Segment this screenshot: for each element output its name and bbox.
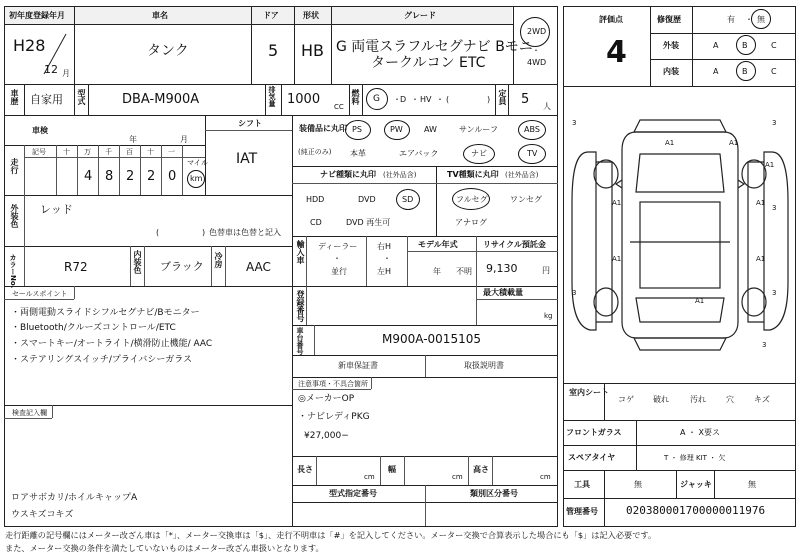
equip-navi: ナビ (471, 149, 487, 158)
first-reg-era: H28 (13, 36, 46, 55)
notes-label: 注意事項・不具合箇所 (298, 380, 368, 388)
mileage-h-mile: マイル (187, 159, 208, 167)
displacement-value: 1000 (287, 92, 321, 107)
rule (251, 6, 252, 84)
fuel-d: D (400, 95, 407, 104)
interior-color-value: ブラック (160, 260, 204, 273)
rule (24, 195, 25, 246)
rule (292, 456, 558, 457)
sales-point: ・Bluetooth/クルーズコントロール/ETC (11, 323, 176, 333)
model-name-label: 車名 (152, 11, 168, 20)
sales-point: ・スマートキー/オートライト/横滑防止機能/ AAC (11, 339, 213, 349)
equip-leather: 本革 (350, 149, 366, 158)
body-color-value: レッド (40, 203, 73, 216)
capacity-value: 5 (521, 92, 530, 107)
rule (492, 456, 493, 485)
fuel-paren-open: ( (446, 95, 450, 104)
drive-2wd: 2WD (527, 27, 547, 36)
registration-label: 登録番号 (296, 290, 305, 322)
interior-c: C (771, 67, 777, 76)
rule (476, 299, 558, 300)
rule (205, 115, 206, 195)
rule (508, 84, 509, 115)
car-damage-diagram (566, 92, 794, 374)
rule (292, 325, 558, 326)
equip-ps: PS (352, 125, 362, 134)
rule (88, 84, 89, 115)
chassis-label: 車台番号 (296, 327, 304, 355)
rule (130, 246, 131, 286)
footer-line1: 走行距離の記号欄にはメーター改ざん車は「*」、メーター交換車は「$」、走行不明車は「#」を記入してください。メーター交換で合算表示した場合にも「$」は記入必要です。 (5, 530, 657, 540)
mileage-h-hyaku: 百 (126, 148, 133, 156)
exterior-a: A (713, 41, 719, 50)
rule (24, 246, 25, 286)
rule (314, 325, 315, 355)
sales-point: ・ステアリングスイッチ/プライバシーガラス (11, 355, 192, 365)
inspector-notes-label: 検査記入欄 (12, 409, 47, 417)
diagram-mark: A1 (612, 255, 622, 263)
rule (182, 145, 183, 195)
rule (74, 84, 75, 115)
front-glass-label: フロントガラス (566, 428, 622, 437)
navi-cd: CD (310, 218, 322, 227)
rule (292, 166, 558, 167)
interior-a: A (713, 67, 719, 76)
fuel-paren-close: ) (487, 95, 491, 104)
mileage-h-symbol: 記号 (32, 148, 46, 156)
import-right-h: 右H (377, 242, 392, 251)
rule (563, 420, 796, 421)
equipment-sub: (純正のみ) (298, 148, 332, 156)
interior-color-label: 内装色 (133, 250, 142, 274)
sales-points-label: セールスポイント (12, 290, 68, 298)
body-color-label: 外装色 (10, 204, 19, 228)
equipment-label: 装備品に丸印 (299, 124, 347, 133)
model-name-value: タンク (147, 43, 189, 59)
type-designation-label: 型式指定番号 (329, 489, 377, 498)
mileage-digit: 2 (147, 169, 156, 184)
fuel-label: 燃料 (351, 89, 360, 105)
rule (292, 236, 558, 237)
height-unit: cm (540, 473, 551, 481)
diagram-mark: 3 (762, 341, 767, 349)
type-label: 型式 (77, 89, 86, 105)
mileage-digit: 0 (168, 169, 177, 184)
drive-dot: ・ (532, 46, 540, 55)
width-label: 幅 (388, 465, 396, 474)
spare-tire-label: スペアタイヤ (568, 453, 616, 462)
inspector-note: ウスキズコキズ (11, 510, 74, 520)
rule (281, 84, 282, 115)
mileage-digit: 8 (105, 169, 114, 184)
equip-pw: PW (390, 125, 403, 134)
diagram-mark: 3 (772, 289, 777, 297)
rule (306, 236, 307, 286)
doors-value: 5 (268, 41, 279, 60)
rule (425, 355, 426, 377)
fuel-hv: HV (420, 95, 432, 104)
rule (563, 445, 796, 446)
first-reg-month: 12 (44, 63, 58, 76)
color-note-open: ( (156, 228, 160, 237)
rule (407, 251, 558, 252)
front-glass-value: A ・ X要ス (680, 428, 721, 437)
rule (119, 145, 120, 195)
spare-tire-value: T ・ 修理 KIT ・ 欠 (664, 454, 726, 462)
ac-value: AAC (246, 260, 271, 274)
rule (4, 286, 292, 287)
fuel-sep: ・ (393, 95, 401, 104)
rule (436, 166, 437, 236)
import-dot2: ・ (383, 254, 391, 263)
rule (650, 6, 651, 86)
interior-b: B (742, 67, 748, 76)
rule (650, 33, 796, 34)
rule (144, 246, 145, 286)
first-reg-label: 初年度登録年月 (9, 11, 65, 20)
diagram-mark: A1 (612, 199, 622, 207)
tv-oneseg: ワンセグ (510, 195, 542, 204)
rule (74, 6, 75, 84)
load-unit: kg (544, 312, 553, 320)
repair-sep: ・ (745, 15, 753, 24)
rule (676, 470, 677, 498)
equip-aw: AW (424, 125, 437, 134)
mileage-h-ten: 十 (63, 148, 70, 156)
capacity-unit: 人 (543, 102, 551, 111)
equip-sunroof: サンルーフ (459, 125, 498, 134)
exterior-label: 外装 (663, 41, 679, 50)
rule (24, 157, 205, 158)
fuel-g: G (373, 94, 380, 104)
rule (24, 84, 25, 115)
displacement-unit: CC (334, 103, 344, 111)
rule (205, 130, 292, 131)
rule (380, 456, 381, 485)
rule (77, 145, 78, 195)
model-year-unit: 年 (433, 267, 441, 276)
navi-dvd: DVD (358, 195, 376, 204)
diagram-mark: A1 (756, 199, 766, 207)
rule (292, 286, 558, 287)
inspection-year-unit: 年 (129, 135, 137, 144)
diagram-mark: A1 (665, 139, 675, 147)
warranty-label: 新車保証書 (338, 361, 378, 370)
color-note-close: ) (202, 228, 206, 237)
usage-label: 車歴 (10, 89, 19, 105)
repair-yes: 有 (727, 15, 735, 24)
mileage-h-ichi: 一 (168, 148, 175, 156)
grade-line2: タークルコン ETC (371, 55, 486, 71)
note-line: ◎メーカーOP (298, 394, 355, 404)
fuel-sep: ・ (411, 95, 419, 104)
navi-type-label: ナビ種類に丸印 (320, 170, 376, 179)
diagram-mark: 3 (572, 119, 577, 127)
import-dealer: ディーラー (318, 242, 358, 251)
width-unit: cm (452, 473, 463, 481)
rule (495, 84, 496, 115)
inspector-note: ロアサボカリ/ホイルキャップA (11, 493, 138, 503)
inspection-label: 車検 (32, 126, 48, 135)
tools-value: 無 (634, 480, 642, 489)
rule (636, 420, 637, 470)
recycle-unit: 円 (542, 266, 550, 275)
rule (225, 246, 226, 286)
navi-hdd: HDD (306, 195, 325, 204)
usage-value: 自家用 (30, 93, 63, 106)
rule (425, 485, 426, 526)
tv-type-label: TV種類に丸印 (447, 170, 499, 179)
rule (98, 145, 99, 195)
diagram-mark: 3 (572, 289, 577, 297)
equip-abs: ABS (524, 125, 540, 134)
rule (563, 498, 796, 499)
rule (371, 377, 372, 389)
rule (4, 405, 292, 406)
tv-analog: アナログ (455, 218, 487, 227)
rule (4, 24, 514, 25)
manual-label: 取扱説明書 (464, 361, 504, 370)
rule (650, 59, 796, 60)
diagram-mark: A1 (729, 139, 739, 147)
tv-fullseg: フルセグ (456, 195, 488, 204)
import-dot: ・ (333, 254, 341, 263)
exterior-c: C (771, 41, 777, 50)
mileage-digit: 2 (126, 169, 135, 184)
score-label: 評価点 (599, 15, 623, 24)
interior-label: 内装 (663, 67, 679, 76)
capacity-label: 定員 (498, 89, 507, 105)
shift-value: IAT (236, 151, 258, 167)
color-no-value: R72 (64, 260, 88, 274)
rule (404, 456, 405, 485)
rule (4, 299, 74, 300)
tv-type-sub: (社外品含) (505, 171, 539, 179)
equip-airbag: エアバック (399, 149, 439, 158)
rule (563, 470, 796, 471)
model-year-label: モデル年式 (418, 240, 458, 249)
import-label: 輸入車 (296, 240, 305, 264)
mileage-unit: km (190, 174, 203, 183)
exterior-b: B (742, 41, 748, 50)
repair-none: 無 (757, 15, 765, 24)
chassis-number: M900A-0015105 (382, 332, 481, 346)
rule (563, 383, 796, 384)
displacement-label: 排気量 (268, 86, 276, 107)
equip-tv: TV (527, 149, 538, 158)
rule (4, 246, 292, 247)
diagram-mark: A1 (695, 297, 705, 305)
mileage-h-sen: 千 (105, 148, 112, 156)
rule (4, 195, 292, 196)
rule (52, 405, 53, 418)
inspection-month-unit: 月 (180, 135, 188, 144)
footer-line2: また、メーター交換の条件を満たしていないものはメーター改ざん車扱いとなります。 (5, 543, 324, 553)
note-line: ¥27,000− (304, 431, 349, 441)
grade-line1: G 両電スラフルセグナビ Bモニ (336, 39, 533, 55)
rule (4, 115, 558, 116)
seat-item: コゲ (618, 395, 634, 404)
recycle-fee: 9,130 (486, 262, 518, 275)
rule (349, 84, 350, 115)
max-load-label: 最大積載量 (483, 288, 523, 297)
control-number-label: 管理番号 (566, 507, 598, 516)
seat-item: 穴 (726, 395, 734, 404)
jack-value: 無 (748, 480, 756, 489)
control-number: 020380001700000011976 (626, 504, 766, 517)
rule (56, 145, 57, 195)
rule (4, 145, 205, 146)
length-unit: cm (364, 473, 375, 481)
sales-point: ・両側電動スライドシフルセグナビ/Bモニター (11, 308, 200, 318)
rule (306, 286, 307, 325)
class-number-label: 類別区分番号 (470, 489, 518, 498)
rule (714, 470, 715, 498)
rule (331, 6, 332, 84)
score-value: 4 (606, 35, 627, 70)
model-code: DBA-M900A (122, 92, 200, 107)
diagram-mark: A1 (756, 255, 766, 263)
rule (604, 470, 605, 526)
rule (362, 84, 363, 115)
interior-seat-label: 室内シート (569, 388, 609, 397)
import-parallel: 並行 (331, 267, 347, 276)
doors-label: ドア (263, 11, 279, 20)
rule (292, 183, 558, 184)
mileage-label: 走行 (10, 158, 19, 174)
seat-item: 破れ (653, 395, 669, 404)
rule (468, 456, 469, 485)
rule (292, 377, 558, 378)
rule (4, 418, 52, 419)
shift-label: シフト (238, 119, 262, 128)
rule (407, 236, 408, 286)
shape-value: HB (301, 41, 325, 60)
fuel-sep: ・ (436, 95, 444, 104)
rule (140, 145, 141, 195)
import-left-h: 左H (377, 267, 392, 276)
rule (292, 389, 371, 390)
drive-4wd: 4WD (527, 58, 547, 67)
mileage-h-ju: 十 (147, 148, 154, 156)
grade-label: グレード (404, 11, 436, 20)
note-line: ・ナビレディPKG (298, 412, 370, 422)
rule (292, 115, 293, 526)
rule (161, 145, 162, 195)
color-no-label: カラーNo. (9, 254, 17, 289)
rule (74, 286, 75, 299)
rule (294, 6, 295, 84)
model-year-unknown: 不明 (456, 267, 472, 276)
diagram-mark: 3 (772, 119, 777, 127)
jack-label: ジャッキ (680, 480, 712, 489)
mileage-digit: 4 (84, 169, 93, 184)
rule (211, 246, 212, 286)
rule (476, 236, 477, 286)
rule (563, 86, 796, 87)
height-label: 高さ (473, 465, 489, 474)
rule (476, 286, 477, 325)
navi-dvd-play: DVD 再生可 (346, 218, 391, 227)
navi-type-sub: (社外品含) (383, 171, 417, 179)
mileage-h-man: 万 (84, 148, 91, 156)
navi-sd: SD (402, 195, 414, 204)
repair-history-label: 修復歴 (657, 15, 681, 24)
diagram-mark: A1 (765, 161, 775, 169)
recycle-label: リサイクル預託金 (483, 240, 546, 249)
shape-label: 形状 (303, 11, 319, 20)
rule (692, 6, 693, 86)
seat-item: キズ (754, 395, 770, 404)
rule (24, 145, 25, 195)
rule (366, 236, 367, 286)
seat-item: 汚れ (690, 395, 706, 404)
length-label: 長さ (297, 465, 313, 474)
rule (265, 84, 266, 115)
ac-label: 冷房 (214, 252, 223, 268)
tools-label: 工具 (574, 480, 590, 489)
diagram-mark: 3 (772, 204, 777, 212)
month-unit: 月 (62, 69, 70, 78)
color-note: 色替車は色替と記入 (209, 228, 281, 237)
rule (316, 456, 317, 485)
